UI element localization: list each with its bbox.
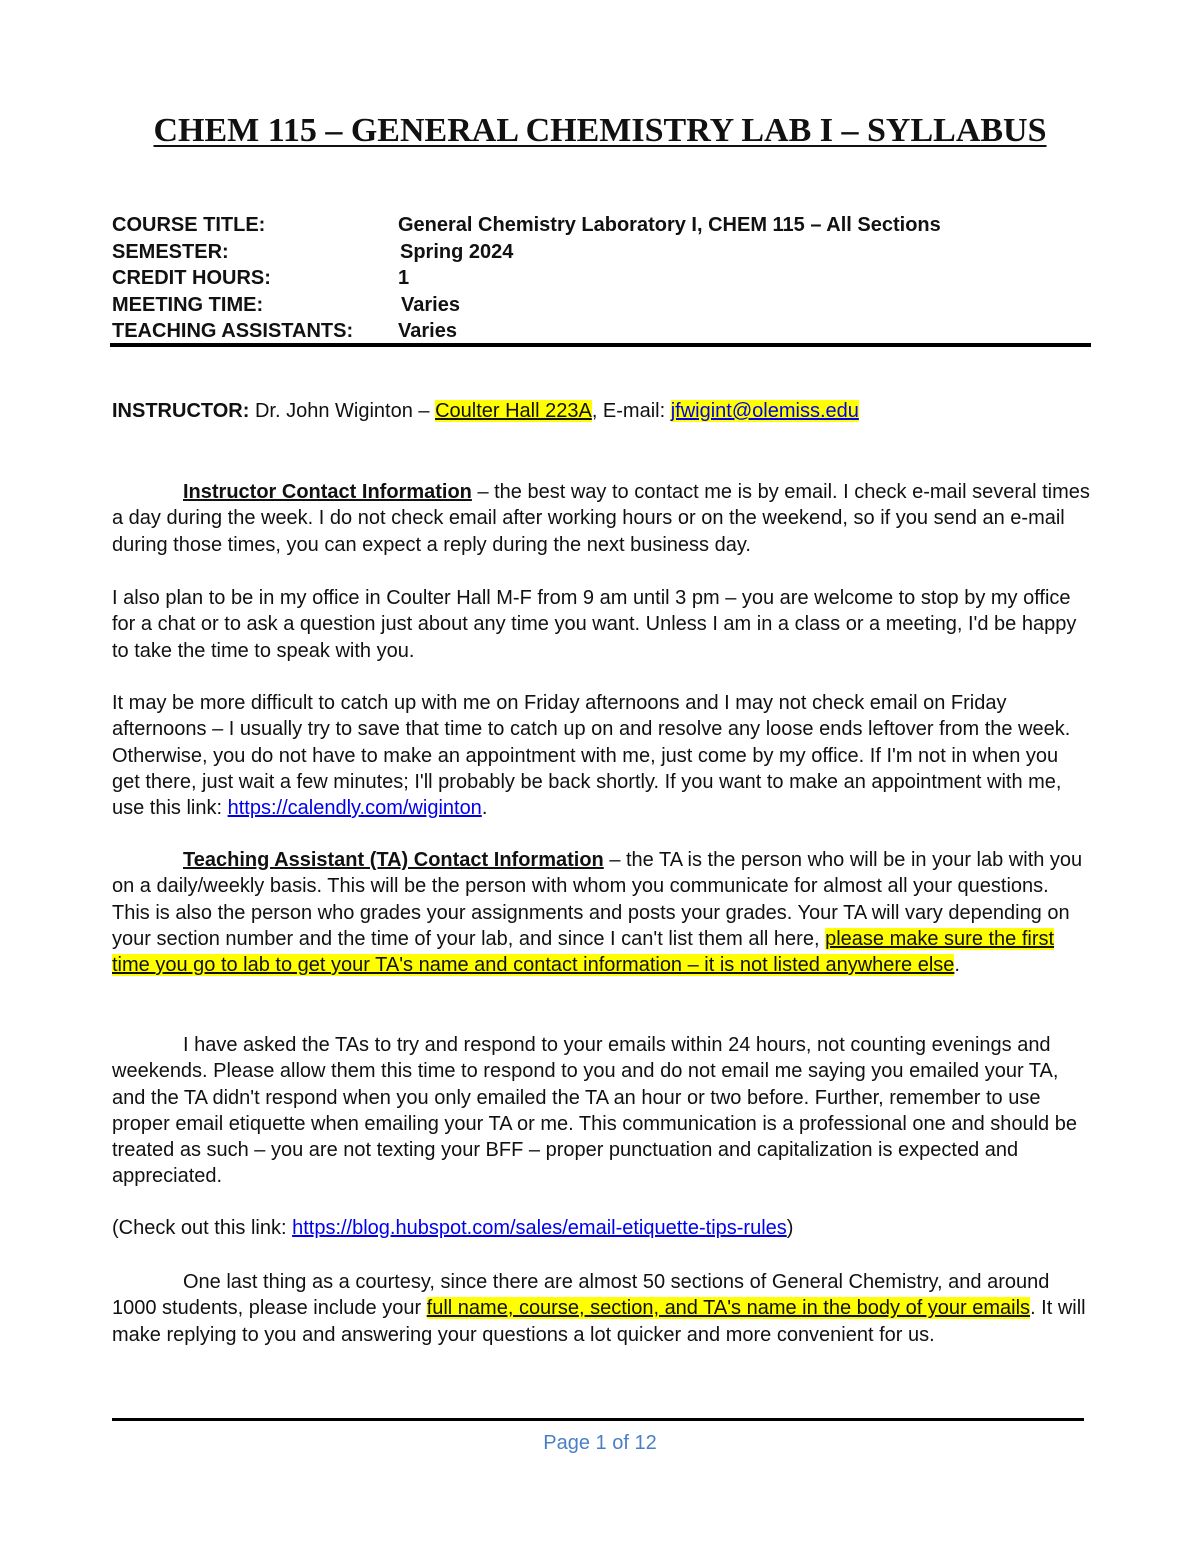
paragraph-text: – the best way to contact me is by email. I check e-mail several times a day during the week. I do not check email after working hours or on the weekend, so if you send an e-mail during those times, you can expect a reply during the next business day.	[112, 481, 1090, 556]
semester-row	[112, 239, 1090, 266]
header-divider	[110, 343, 1091, 347]
page-title: CHEM 115 – GENERAL CHEMISTRY LAB I – SYLLABUS	[153, 112, 1047, 149]
info-label: MEETING TIME:	[112, 293, 264, 316]
info-value: General Chemistry Laboratory I, CHEM 115 – All Sections	[398, 214, 941, 236]
etiquette-link-paragraph	[112, 1215, 1090, 1241]
calendly-link[interactable]: https://calendly.com/wiginton	[227, 797, 482, 820]
ta-response-paragraph	[112, 1032, 1090, 1190]
instructor-name: Dr. John Wiginton –	[249, 400, 436, 422]
info-label: CREDIT HOURS:	[112, 267, 271, 289]
course-info-table	[112, 212, 1090, 345]
paragraph-end: .	[954, 954, 960, 977]
paragraph-text: One last thing as a courtesy, since there are almost 50 sections of General Chemistry, and around 1000 students, please include your	[112, 1271, 1050, 1320]
paragraph-text: – the TA is the person who will be in your lab with you on a daily/weekly basis. This will be the person with whom you communicate for almost all your questions. This is also the person who grades your assignments and posts your grades. Your TA will vary depending on your section number and the time of your lab, and since I can't list them all here,	[112, 849, 1083, 950]
ta-contact-paragraph	[112, 847, 1090, 978]
instructor-label: INSTRUCTOR:	[112, 400, 250, 422]
highlighted-notice: please make sure the first time you go to lab to get your TA's name and contact information – it is not listed anywhere else	[112, 927, 1055, 977]
info-value: 1	[398, 267, 410, 289]
footer-divider	[112, 1418, 1084, 1421]
info-label: SEMESTER:	[112, 240, 229, 263]
page-number: Page 1 of 12	[543, 1432, 657, 1454]
info-label: COURSE TITLE:	[112, 214, 266, 236]
course-title-row	[112, 212, 1090, 239]
info-value: Varies	[401, 293, 460, 316]
credit-hours-row	[112, 265, 1090, 292]
instructor-email-link[interactable]: jfwigint@olemiss.edu	[670, 400, 859, 422]
teaching-assistants-row	[112, 318, 1090, 345]
section-heading: Teaching Assistant (TA) Contact Information	[183, 849, 604, 871]
instructor-contact-paragraph	[112, 479, 1090, 558]
email-label: , E-mail:	[591, 400, 671, 422]
info-value: Varies	[398, 320, 457, 342]
paragraph-text: It may be more difficult to catch up with me on Friday afternoons and I may not check email on Friday afternoons – I usually try to save that time to catch up on and resolve any loose ends leftover from the week. Otherwise, you do not have to make an appointment with me, just come by my office. If I'm not in when you get there, just wait a few minutes; I'll probably be back shortly. If you want to make an appointment with me, use this link:	[112, 692, 1071, 820]
highlighted-notice: full name, course, section, and TA's name in the body of your emails	[426, 1297, 1031, 1320]
info-label: TEACHING ASSISTANTS:	[112, 320, 354, 342]
courtesy-paragraph	[112, 1269, 1090, 1348]
meeting-time-row	[112, 292, 1090, 319]
friday-paragraph	[112, 690, 1090, 821]
info-value: Spring 2024	[400, 240, 514, 263]
office-hours-paragraph	[112, 585, 1090, 664]
instructor-line	[112, 398, 859, 424]
paragraph-text: (Check out this link:	[112, 1217, 293, 1239]
paragraph-text: I have asked the TAs to try and respond to your emails within 24 hours, not counting evenings and weekends. Please allow them this time to respond to you and do not email me saying you emailed your TA, and the TA didn't respond when you only emailed the TA an hour or two before. Further, remember to use proper email etiquette when emailing your TA or me. This communication is a professional one and should be treated as such – you are not texting your BFF – proper punctuation and capitalization is expected and appreciated.	[112, 1034, 1077, 1188]
paragraph-end: )	[786, 1217, 794, 1239]
office-location: Coulter Hall 223A	[435, 400, 592, 422]
etiquette-link[interactable]: https://blog.hubspot.com/sales/email-etiquette-tips-rules	[292, 1217, 787, 1239]
paragraph-text: I also plan to be in my office in Coulter Hall M-F from 9 am until 3 pm – you are welcome to stop by my office for a chat or to ask a question just about any time you want. Unless I am in a class or a meeting, I'd be happy to take the time to speak with you.	[112, 587, 1077, 662]
paragraph-end: . It will make replying to you and answering your questions a lot quicker and more convenient for us.	[112, 1297, 1086, 1346]
section-heading: Instructor Contact Information	[183, 481, 472, 503]
paragraph-end: .	[481, 797, 488, 820]
